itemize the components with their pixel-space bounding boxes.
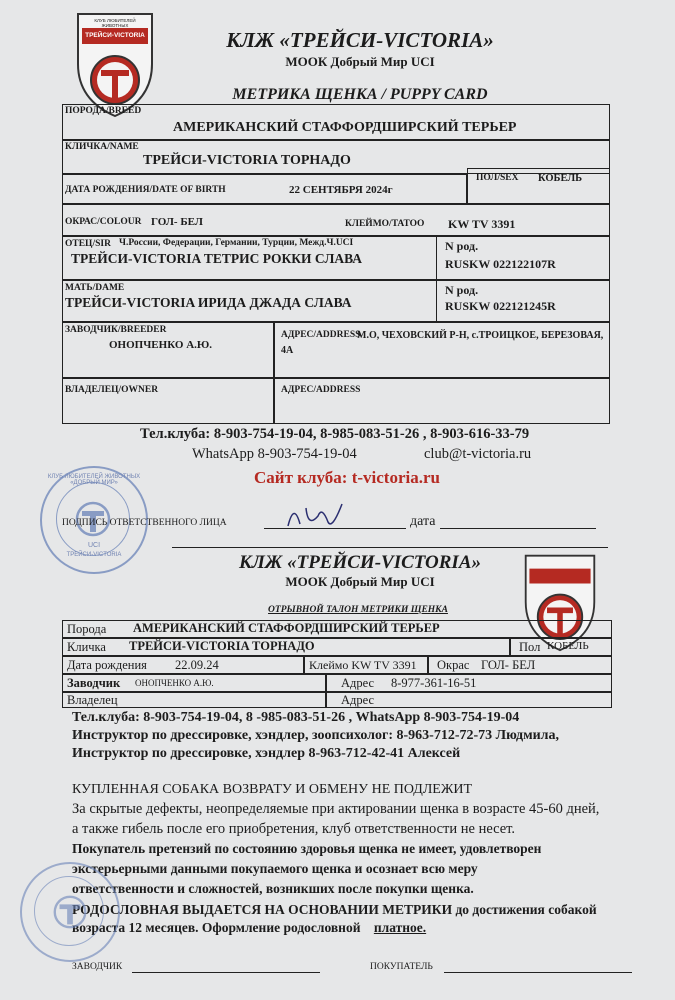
coupon-address-label: Адрес <box>341 676 375 690</box>
colour-row <box>62 204 610 236</box>
coupon-owner-address-cell <box>326 692 612 708</box>
coupon-breeder-cell <box>62 674 326 692</box>
coupon-dob-cell <box>62 656 304 674</box>
logo-text-top: КЛУБ ЛЮБИТЕЛЕЙ ЖИВОТНЫХ <box>94 18 136 28</box>
notice-line-7 <box>72 920 426 936</box>
instructor-1: Инструктор по дрессировке, хэндлер, зоопсихолог: 8-963-712-72-73 Людмила, <box>72 728 560 743</box>
name-label: КЛИЧКА/NAME <box>65 142 139 152</box>
coupon-tatoo-cell <box>304 656 428 674</box>
breeder-value: ОНОПЧЕНКО А.Ю. <box>109 339 213 351</box>
logo-text-band: ТРЕЙСИ-VICTORIA <box>85 32 145 39</box>
address-label: АДРЕС/ADDRESS <box>281 330 361 340</box>
date-line[interactable] <box>440 528 596 529</box>
sire-name: ТРЕЙСИ-VICTORIA ТЕТРИС РОККИ СЛАВА <box>71 251 363 266</box>
coupon-breeder-value: ОНОПЧЕНКО А.Ю. <box>135 678 214 688</box>
tatoo-value: KW TV 3391 <box>448 217 516 231</box>
buyer-sign-label: ПОКУПАТЕЛЬ <box>370 962 433 972</box>
coupon-tatoo: Клеймо KW TV 3391 <box>309 658 417 672</box>
coupon-club-title: КЛЖ «ТРЕЙСИ-VICTORIA» <box>238 552 482 573</box>
coupon-breed-value: АМЕРИКАНСКИЙ СТАФФОРДШИРСКИЙ ТЕРЬЕР <box>133 621 440 635</box>
breed-row <box>62 104 610 140</box>
stamp-uci: UCI <box>87 542 101 549</box>
email: club@t-victoria.ru <box>424 446 532 462</box>
buyer-sign-line[interactable] <box>444 972 632 973</box>
coupon-dob-label: Дата рождения <box>67 658 147 672</box>
tatoo-label: КЛЕЙМО/TATOO <box>345 219 425 229</box>
coupon-dob-value: 22.09.24 <box>175 658 219 672</box>
breeder-label: ЗАВОДЧИК/BREEDER <box>65 325 167 335</box>
breeder-sign-label: ЗАВОДЧИК <box>72 962 123 972</box>
coupon-colour-cell <box>428 656 612 674</box>
card-title: МЕТРИКА ЩЕНКА / PUPPY CARD <box>232 86 488 103</box>
breed-label: ПОРОДА/BREED <box>65 106 142 116</box>
club-phones: Тел.клуба: 8-903-754-19-04, 8-985-083-51-26 , 8-903-616-33-79 <box>140 426 530 442</box>
coupon-name-row <box>62 638 510 656</box>
coupon-owner-label: Владелец <box>67 693 118 707</box>
whatsapp: WhatsApp 8-903-754-19-04 <box>192 446 357 462</box>
notice-line-5: ответственности и сложностей, возникших после покупки щенка. <box>72 881 474 896</box>
dam-no-label: N род. <box>445 283 479 297</box>
notice-line-3: Покупатель претензий по состоянию здоровья щенка не имеет, удовлетворен <box>72 841 542 856</box>
dob-label: ДАТА РОЖДЕНИЯ/DATE OF BIRTH <box>65 185 226 195</box>
breeder-sign-line[interactable] <box>132 972 320 973</box>
address-value: М.О, ЧЕХОВСКИЙ Р-Н, с.ТРОИЦКОЕ, БЕРЕЗОВАЯ, 4А <box>281 330 604 356</box>
coupon-owner-address-label: Адрес <box>341 693 375 707</box>
coupon-sex-value: КОБЕЛЬ <box>547 640 589 652</box>
coupon-owner-cell <box>62 692 326 708</box>
dam-label: МАТЬ/DAME <box>65 283 125 293</box>
signature-label: ПОДПИСЬ ОТВЕТСТВЕННОГО ЛИЦА <box>62 518 227 528</box>
coupon-breed-label: Порода <box>67 622 107 636</box>
notice-line-7-text: возраста 12 месяцев. Оформление родословной <box>72 920 361 935</box>
stamp-bottom-t-icon <box>50 892 90 932</box>
dam-no-cell <box>436 280 610 322</box>
coupon-colour-label: Окрас <box>437 658 470 672</box>
coupon-address-value: 8-977-361-16-51 <box>391 676 477 690</box>
stamp-bottom: ТРЕЙСИ-VICTORIA <box>66 552 122 558</box>
signature-scribble-icon <box>282 496 352 534</box>
coupon-sex-label: Пол <box>519 640 541 654</box>
instructor-2: Инструктор по дрессировке, хэндлер 8-963-712-42-41 Алексей <box>72 746 461 761</box>
footer-phones: Тел.клуба: 8-903-754-19-04, 8 -985-083-51-26 , WhatsApp 8-903-754-19-04 <box>72 710 520 725</box>
notice-line-1: За скрытые дефекты, неопределяемые при актировании щенка в возрасте 45-60 дней, <box>72 801 600 817</box>
cut-line <box>172 547 608 548</box>
dob-value: 22 СЕНТЯБРЯ 2024г <box>289 184 393 196</box>
club-stamp-bottom <box>20 862 120 962</box>
club-site: Сайт клуба: t-victoria.ru <box>254 468 440 487</box>
coupon-colour-value: ГОЛ- БЕЛ <box>481 658 536 672</box>
owner-cell <box>62 378 274 424</box>
dam-no: RUSKW 022121245R <box>445 299 556 313</box>
notice-line-4: экстерьерными данными покупаемого щенка и осознает всю меру <box>72 861 478 876</box>
coupon-address-cell <box>326 674 612 692</box>
sire-no: RUSKW 022122107R <box>445 257 556 271</box>
owner-label: ВЛАДЕЛЕЦ/OWNER <box>65 385 159 395</box>
club-subtitle: МООК Добрый Мир UCI <box>285 54 435 69</box>
sex-cell <box>467 168 610 204</box>
notice-line-2: а также гибель после его приобретения, клуб ответственности не несет. <box>72 821 516 837</box>
dob-row <box>62 174 467 204</box>
sex-label: ПОЛ/SEX <box>476 173 519 183</box>
coupon-subtitle: МООК Добрый Мир UCI <box>285 574 435 589</box>
owner-address-label: АДРЕС/ADDRESS <box>281 385 361 395</box>
sire-titles: Ч.России, Федерации, Германии, Турции, Межд.Ч.UCI <box>119 238 354 248</box>
coupon-breed-row <box>62 620 612 638</box>
breeder-cell <box>62 322 274 378</box>
coupon-name-label: Кличка <box>67 640 106 654</box>
address-cell <box>274 322 610 378</box>
sire-label: ОТЕЦ/SIR <box>65 239 111 249</box>
colour-value: ГОЛ- БЕЛ <box>151 216 204 228</box>
dam-name: ТРЕЙСИ-VICTORIA ИРИДА ДЖАДА СЛАВА <box>65 295 352 310</box>
name-value: ТРЕЙСИ-VICTORIA ТОРНАДО <box>143 153 351 168</box>
coupon-name-value: ТРЕЙСИ-VICTORIA ТОРНАДО <box>129 639 315 653</box>
sex-value: КОБЕЛЬ <box>538 173 583 184</box>
coupon-sex-cell <box>510 638 612 656</box>
notice-heading: КУПЛЕННАЯ СОБАКА ВОЗВРАТУ И ОБМЕНУ НЕ ПОДЛЕЖИТ <box>72 782 473 797</box>
sire-no-cell <box>436 236 610 280</box>
club-title: КЛЖ «ТРЕЙСИ-VICTORIA» <box>226 28 494 52</box>
coupon-title: ОТРЫВНОЙ ТАЛОН МЕТРИКИ ЩЕНКА <box>268 605 448 615</box>
breed-value: АМЕРИКАНСКИЙ СТАФФОРДШИРСКИЙ ТЕРЬЕР <box>173 120 517 135</box>
coupon-breeder-label: Заводчик <box>67 676 121 690</box>
sire-no-label: N род. <box>445 239 479 253</box>
date-label: дата <box>410 514 436 529</box>
notice-paid: платное. <box>373 920 427 935</box>
colour-label: ОКРАС/COLOUR <box>65 217 142 227</box>
stamp-text: КЛУБ ЛЮБИТЕЛЕЙ ЖИВОТНЫХ «ДОБРЫЙ МИР» <box>47 474 141 486</box>
owner-address-cell <box>274 378 610 424</box>
notice-line-6: РОДОСЛОВНАЯ ВЫДАЕТСЯ НА ОСНОВАНИИ МЕТРИКИ до достижения собакой <box>72 902 597 917</box>
